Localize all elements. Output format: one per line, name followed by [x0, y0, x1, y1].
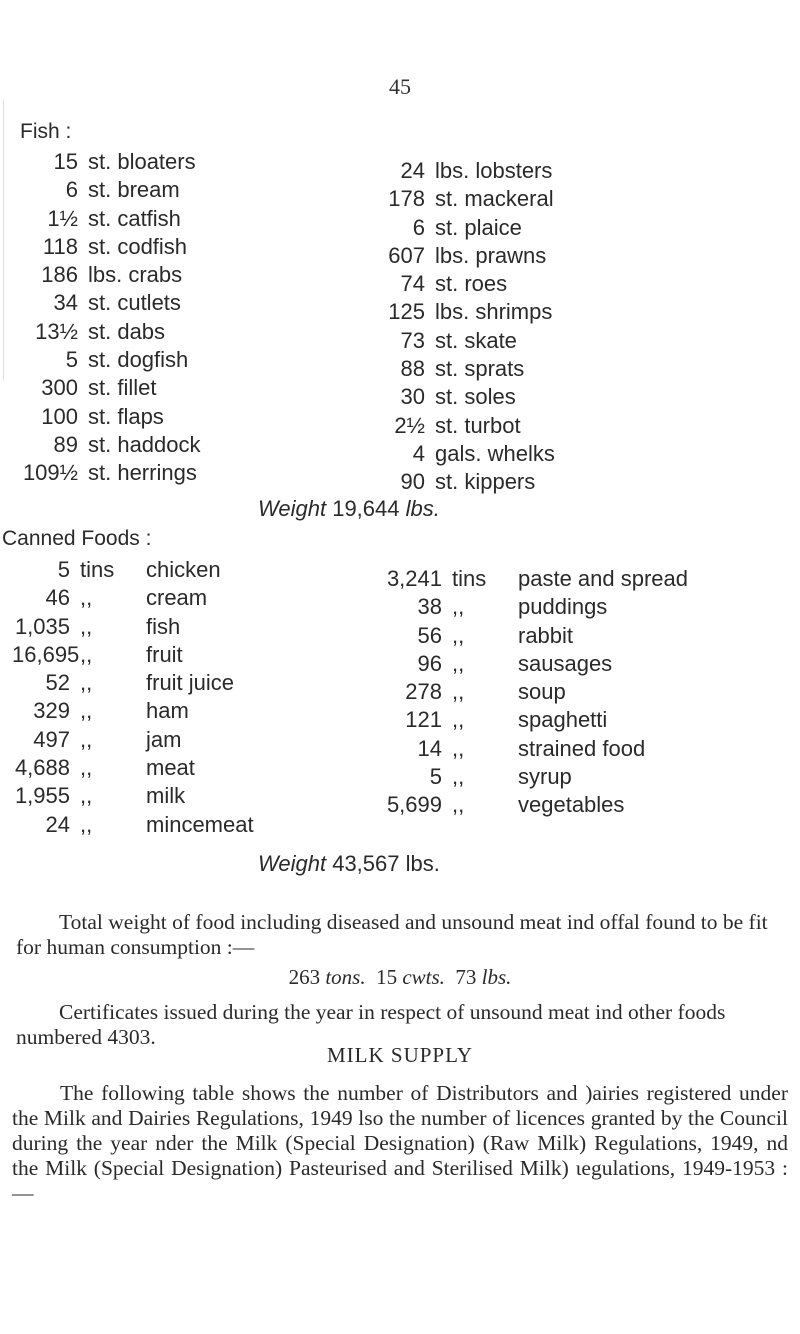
fish-left-row [20, 205, 201, 233]
canned-left-unit: ,, [80, 585, 93, 611]
canned-weight-value: 43,567 lbs. [332, 851, 440, 876]
canned-right-row [380, 678, 688, 706]
canned-left-qty: 4,688 [14, 755, 70, 781]
canned-left-qty: 24 [45, 811, 70, 837]
milk-paragraph: The following table shows the number of Distributors and )airies registered under the Milk and Dairies Regulations, 1949 lso the number of licences granted by the Council during the year nder the Milk (Special Designation) (Raw Milk) Regulations, 1949, nd the Milk (Special Designation) Pasteurised and Sterilised Milk) ιegulations, 1949-1953 :— [12, 1081, 788, 1205]
fish-right-desc: st. skate [435, 327, 517, 353]
canned-right-list [380, 565, 688, 820]
canned-left-desc: cream [146, 585, 208, 611]
canned-right-qty: 56 [417, 622, 442, 648]
fish-left-desc: st. dabs [88, 318, 166, 344]
canned-right-qty: 3,241 [386, 566, 442, 591]
canned-right-qty: 96 [417, 650, 442, 676]
canned-left-unit: ,, [80, 726, 93, 752]
canned-weight-label: Weight [258, 851, 327, 876]
fish-left-row [20, 318, 201, 346]
fish-right-row [365, 327, 555, 355]
fish-right-row [365, 468, 555, 496]
canned-left-qty: 497 [33, 726, 70, 752]
fish-right-row [365, 383, 555, 411]
fish-right-desc: st. plaice [435, 214, 522, 240]
fish-left-qty: 100 [41, 403, 78, 429]
canned-right-unit: ,, [452, 707, 465, 733]
fish-left-qty: 109½ [22, 460, 78, 486]
canned-left-row [12, 697, 254, 725]
fish-right-desc: st. kippers [435, 469, 536, 495]
fish-right-qty: 30 [400, 384, 425, 410]
canned-left-row [12, 754, 254, 782]
canned-right-unit: ,, [452, 792, 465, 818]
canned-right-unit: ,, [452, 622, 465, 648]
fish-right-qty: 4 [412, 440, 425, 466]
fish-left-desc: st. cutlets [88, 290, 181, 316]
canned-right-qty: 14 [417, 735, 442, 761]
fish-right-qty: 178 [388, 186, 425, 212]
canned-left-qty: 5 [57, 557, 70, 582]
canned-left-row [12, 811, 254, 839]
canned-left-unit: ,, [80, 641, 93, 667]
canned-left-desc: meat [146, 755, 195, 781]
canned-left-qty: 52 [45, 670, 70, 696]
canned-left-qty: 329 [33, 698, 70, 724]
canned-left-row [12, 669, 254, 697]
fish-left-row [20, 289, 201, 317]
canned-left-unit: ,, [80, 755, 93, 781]
canned-left-row [12, 613, 254, 641]
fish-right-row [365, 440, 555, 468]
fish-left-list [20, 148, 201, 488]
fish-right-desc: lbs. shrimps [435, 299, 553, 325]
canned-left-desc: fish [146, 613, 181, 639]
canned-right-qty: 5,699 [386, 792, 442, 818]
fish-left-qty: 13½ [35, 318, 78, 344]
fish-right-qty: 2½ [394, 412, 425, 438]
canned-right-unit: ,, [452, 650, 465, 676]
canned-left-desc: fruit juice [146, 670, 235, 696]
fish-left-row [20, 374, 201, 402]
fish-left-desc: st. herrings [88, 460, 197, 486]
canned-right-qty: 5 [429, 764, 442, 790]
fish-left-row [20, 176, 201, 204]
fish-left-desc: lbs. crabs [88, 262, 183, 288]
fish-left-desc: st. haddock [88, 431, 201, 457]
fish-right-row [365, 242, 555, 270]
fish-right-row [365, 412, 555, 440]
canned-left-qty: 46 [45, 585, 70, 611]
canned-left-qty: 1,035 [14, 613, 70, 639]
fish-weight-unit: lbs. [405, 496, 440, 521]
canned-right-unit: ,, [452, 735, 465, 761]
canned-right-desc: paste and spread [518, 566, 689, 591]
fish-right-row [365, 157, 555, 185]
fish-right-row [365, 355, 555, 383]
fish-right-row [365, 185, 555, 213]
canned-left-qty: 16,695 [12, 641, 80, 667]
fish-right-desc: gals. whelks [435, 440, 555, 466]
total-amount [0, 965, 800, 990]
fish-right-desc: st. sprats [435, 356, 525, 382]
fish-left-row [20, 346, 201, 374]
total-lbs-unit: lbs. [481, 965, 512, 989]
fish-left-desc: st. bream [88, 177, 180, 203]
canned-right-qty: 121 [405, 707, 442, 733]
fish-left-qty: 15 [53, 149, 78, 174]
canned-left-row [12, 556, 254, 584]
fish-right-desc: st. roes [435, 271, 508, 297]
fish-left-row [20, 261, 201, 289]
fish-right-desc: st. soles [435, 384, 516, 410]
canned-left-desc: milk [146, 783, 186, 809]
fish-left-qty: 118 [42, 233, 78, 259]
canned-right-qty: 38 [417, 594, 442, 620]
canned-left-qty: 1,955 [14, 783, 70, 809]
canned-left-desc: ham [146, 698, 189, 724]
fish-right-qty: 74 [400, 271, 425, 297]
canned-left-desc: fruit [146, 641, 183, 667]
canned-left-row [12, 782, 254, 810]
canned-left-list [12, 556, 254, 839]
canned-left-unit: ,, [80, 670, 93, 696]
fish-right-row [365, 298, 555, 326]
canned-right-qty: 278 [405, 679, 442, 705]
total-cwts: 15 [376, 965, 398, 989]
total-paragraph: Total weight of food including diseased and unsound meat ind offal found to be fit for human consumption :— [16, 910, 768, 959]
fish-right-row [365, 214, 555, 242]
fish-left-row [20, 431, 201, 459]
scan-edge [3, 100, 4, 380]
page-number: 45 [389, 74, 411, 99]
canned-left-unit: tins [80, 557, 115, 582]
fish-weight-label: Weight [258, 496, 327, 521]
fish-left-qty: 34 [53, 290, 78, 316]
total-cwts-unit: cwts. [402, 965, 445, 989]
fish-left-qty: 186 [41, 262, 78, 288]
fish-left-row [20, 233, 201, 261]
canned-left-unit: ,, [80, 613, 93, 639]
canned-right-unit: ,, [452, 594, 465, 620]
fish-left-qty: 89 [53, 431, 78, 457]
canned-left-row [12, 641, 254, 669]
fish-left-desc: st. bloaters [88, 149, 196, 174]
canned-right-unit: tins [452, 566, 487, 591]
canned-right-row [380, 565, 688, 593]
fish-right-qty: 73 [400, 327, 425, 353]
canned-heading: Canned Foods : [2, 527, 152, 550]
canned-right-desc: strained food [518, 735, 646, 761]
canned-left-row [12, 584, 254, 612]
canned-right-unit: ,, [452, 764, 465, 790]
canned-weight [258, 851, 440, 877]
fish-left-qty: 6 [65, 177, 78, 203]
fish-right-qty: 125 [388, 299, 425, 325]
canned-right-unit: ,, [452, 679, 465, 705]
fish-left-desc: st. codfish [88, 233, 188, 259]
fish-right-desc: st. mackeral [435, 186, 554, 212]
fish-left-row [20, 148, 201, 176]
canned-right-row [380, 791, 688, 819]
canned-right-row [380, 763, 688, 791]
fish-left-qty: 5 [65, 347, 78, 373]
certificates-paragraph: Certificates issued during the year in respect of unsound meat ind other foods numbered 4303. [16, 1000, 726, 1049]
canned-right-desc: soup [518, 679, 566, 705]
fish-left-qty: 300 [41, 375, 78, 401]
canned-right-row [380, 593, 688, 621]
canned-right-desc: vegetables [518, 792, 625, 818]
fish-right-qty: 88 [400, 356, 425, 382]
fish-right-qty: 24 [400, 158, 425, 183]
canned-right-desc: sausages [518, 650, 613, 676]
canned-right-row [380, 622, 688, 650]
fish-left-desc: st. dogfish [88, 347, 189, 373]
canned-right-row [380, 735, 688, 763]
canned-left-desc: chicken [146, 557, 221, 582]
fish-right-row [365, 270, 555, 298]
fish-left-row [20, 403, 201, 431]
canned-right-desc: syrup [518, 764, 572, 790]
total-tons-unit: tons. [325, 965, 366, 989]
canned-right-desc: puddings [518, 594, 608, 620]
fish-right-qty: 90 [400, 469, 425, 495]
canned-right-row [380, 706, 688, 734]
fish-right-qty: 607 [388, 242, 425, 268]
fish-right-desc: lbs. prawns [435, 242, 547, 268]
fish-weight [258, 496, 440, 522]
canned-left-desc: mincemeat [146, 811, 254, 837]
fish-right-qty: 6 [412, 214, 425, 240]
canned-right-desc: rabbit [518, 622, 574, 648]
fish-right-desc: st. turbot [435, 412, 521, 438]
fish-right-desc: lbs. lobsters [435, 158, 553, 183]
total-tons: 263 [288, 965, 321, 989]
milk-section-title: MILK SUPPLY [326, 1043, 473, 1067]
canned-left-row [12, 726, 254, 754]
fish-left-desc: st. catfish [88, 205, 181, 231]
canned-left-desc: jam [146, 726, 182, 752]
canned-left-unit: ,, [80, 698, 93, 724]
fish-right-list [365, 157, 555, 497]
fish-left-desc: st. fillet [88, 375, 157, 401]
fish-left-desc: st. flaps [88, 403, 164, 429]
canned-left-unit: ,, [80, 783, 93, 809]
canned-left-unit: ,, [80, 811, 93, 837]
canned-right-desc: spaghetti [518, 707, 608, 733]
fish-heading: Fish : [20, 120, 72, 143]
fish-left-qty: 1½ [47, 205, 78, 231]
total-lbs: 73 [455, 965, 477, 989]
fish-left-row [20, 459, 201, 487]
canned-right-row [380, 650, 688, 678]
fish-weight-value: 19,644 [332, 496, 400, 521]
